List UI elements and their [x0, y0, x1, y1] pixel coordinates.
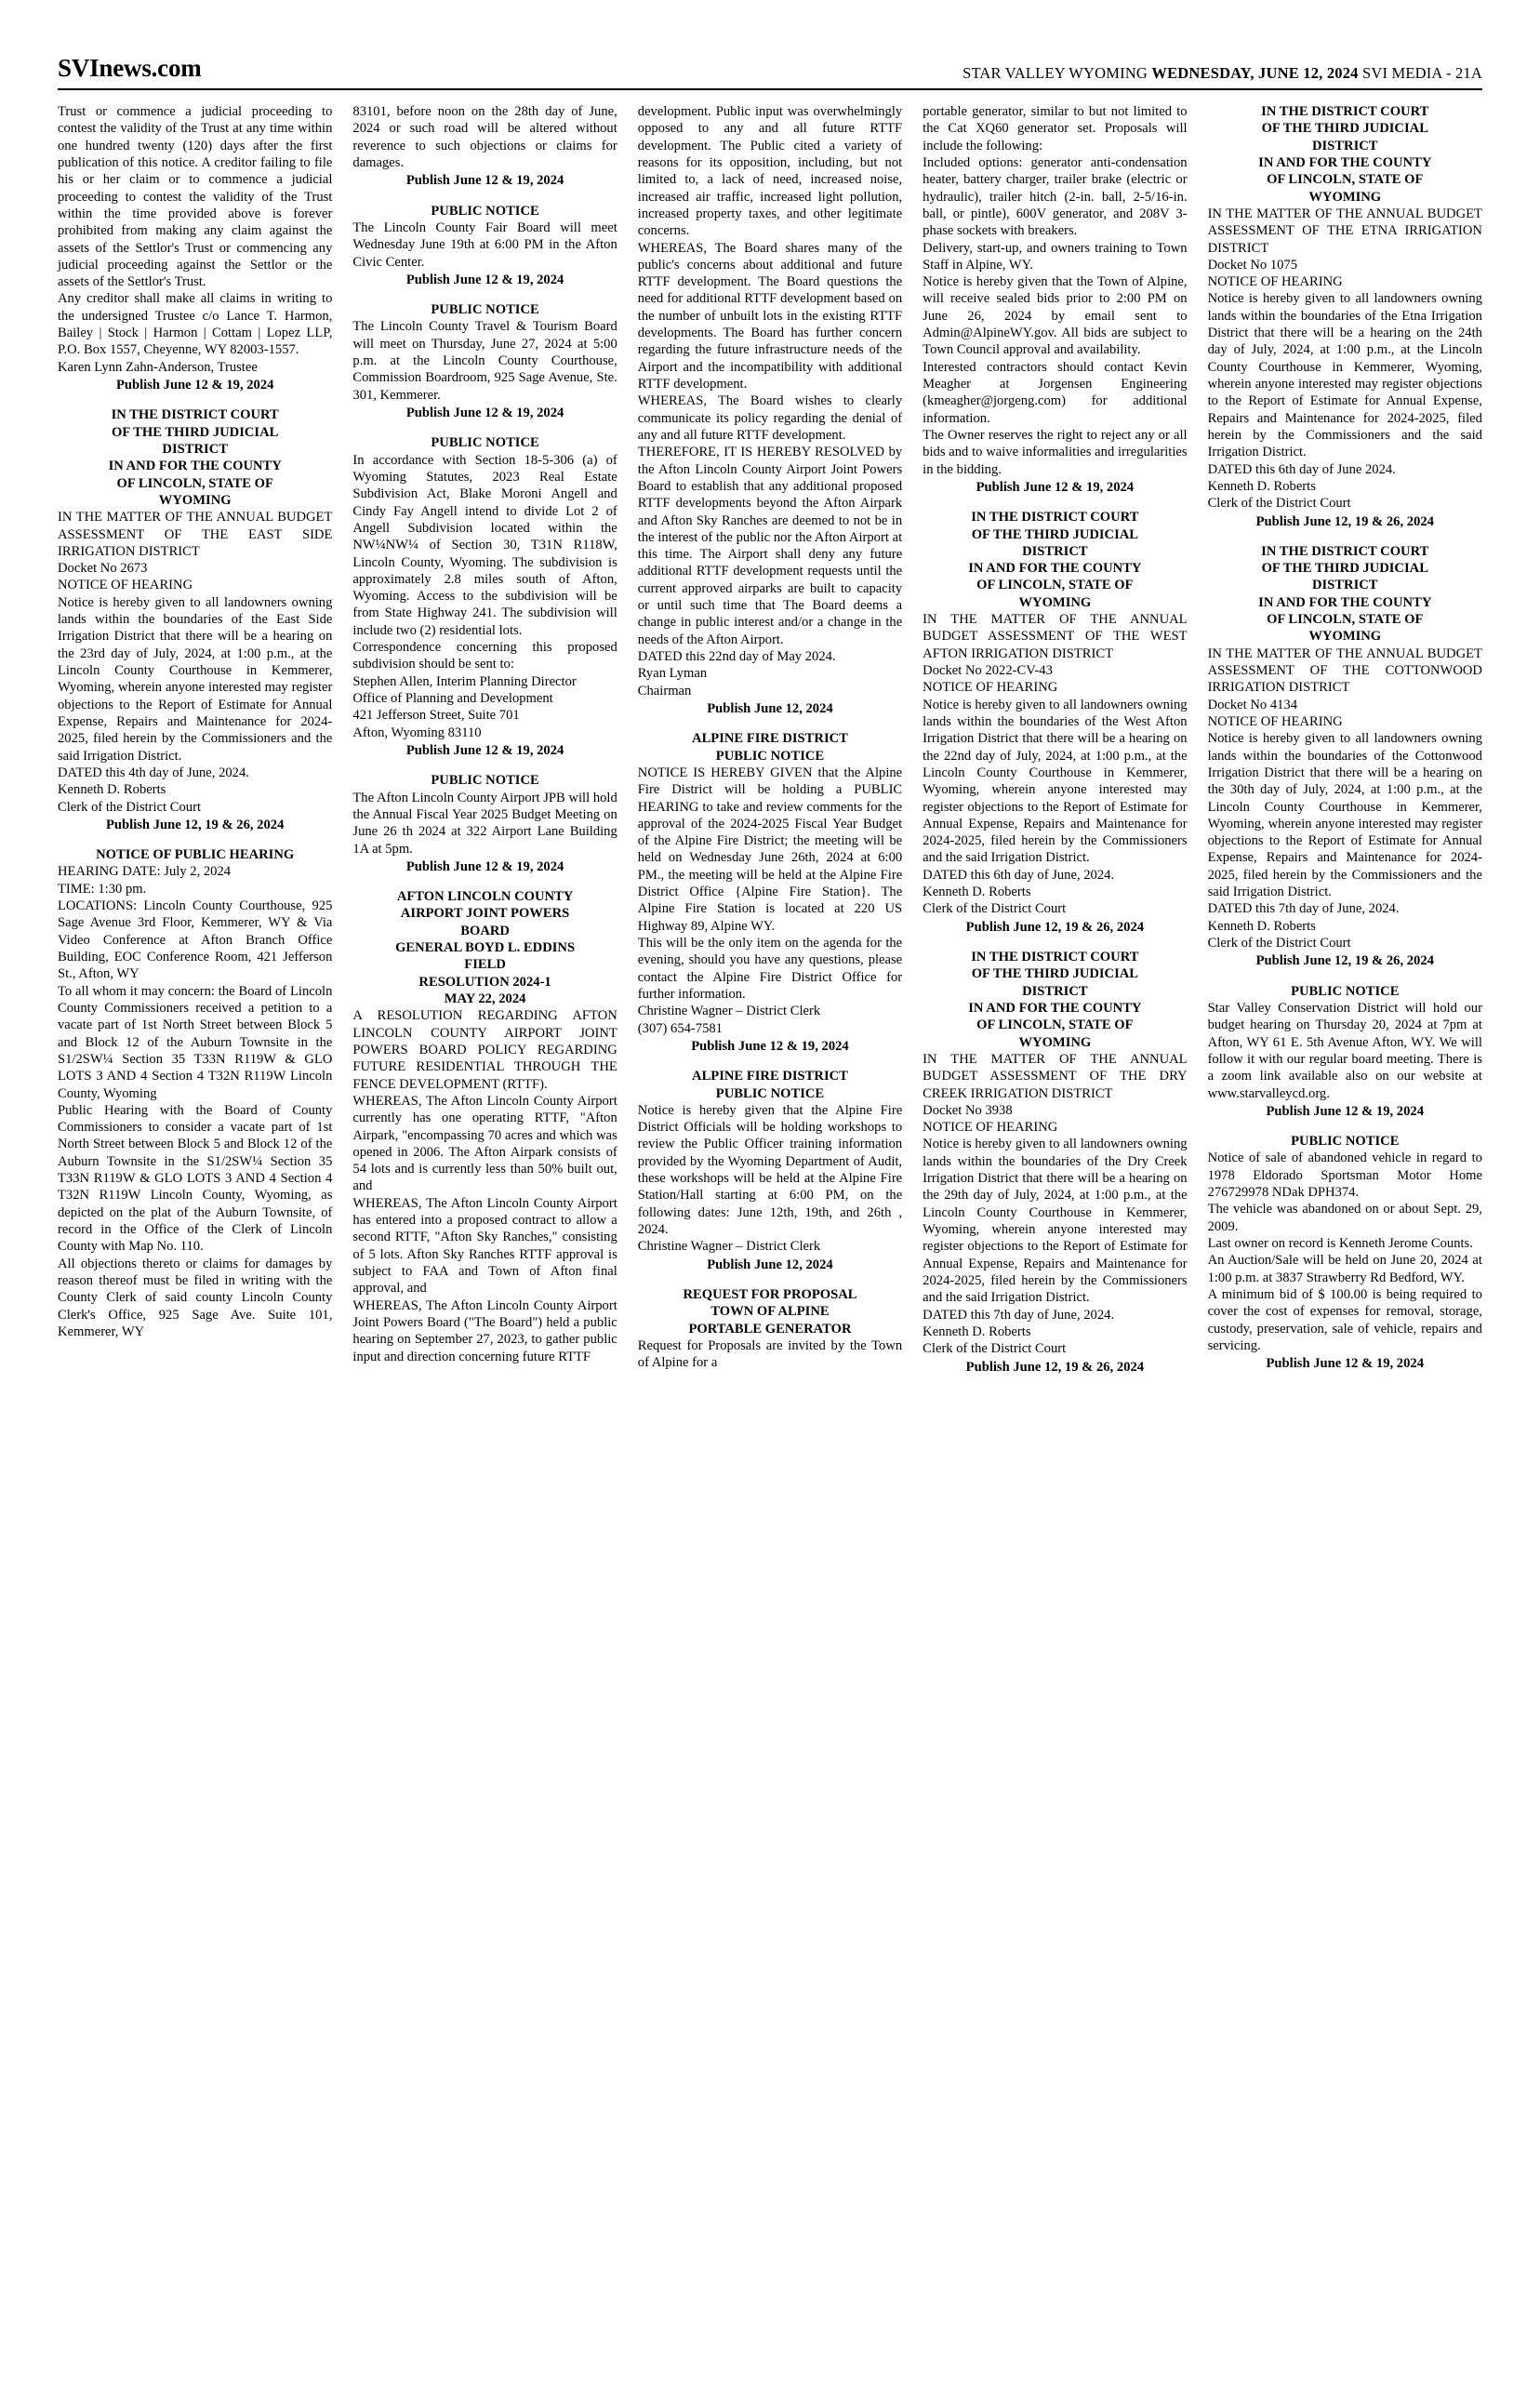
- notice-paragraph: IN THE MATTER OF THE ANNUAL BUDGET ASSESSMENT OF THE COTTONWOOD IRRIGATION DISTRICT: [1207, 645, 1482, 696]
- notice-paragraph: Notice is hereby given to all landowners owning lands within the boundaries of the East Side Irrigation District that there will be a hearing on the 23rd day of July, 2024, at 1:00 p.m., at the Lincoln County Courthouse in Kemmerer, Wyoming, wherein anyone interested may register objections to the Report of Estimate for Annual Expense, Repairs and Maintenance for 2024-2025, filed herein by the Commissioners and the said Irrigation District.: [58, 594, 333, 764]
- publish-line: Publish June 12 & 19, 2024: [115, 378, 274, 392]
- notice-signer: Christine Wagner – District Clerk: [637, 1239, 821, 1255]
- notice-heading: GENERAL BOYD L. EDDINS: [395, 940, 576, 956]
- hearing-locations: LOCATIONS: Lincoln County Courthouse, 925 Sage Avenue 3rd Floor, Kemmerer, WY & Via Video Conference at Afton Branch Office Building, EOC Conference Room, 421 Jefferson St., Afton, WY: [58, 898, 333, 982]
- notice-heading: BOARD: [460, 923, 510, 938]
- masthead-issue-info: [962, 64, 1482, 83]
- publish-line: Publish June 12 & 19, 2024: [691, 1038, 849, 1054]
- notice-signer-title: Chairman: [637, 683, 692, 698]
- notice-heading: PUBLIC NOTICE: [431, 203, 539, 219]
- notice-heading: DISTRICT: [1022, 543, 1088, 559]
- notice-paragraph: WHEREAS, The Afton Lincoln County Airport currently has one operating RTTF, "Afton Airpark, "encompassing 70 acres and which was opened in 2006. The Afton Airpark consists of 54 lots and is currently less than 50% built out, and: [352, 1093, 617, 1194]
- notice-heading: AIRPORT JOINT POWERS: [400, 906, 570, 922]
- notice-date: DATED this 6th day of June, 2024.: [923, 867, 1115, 883]
- notice-heading: IN AND FOR THE COUNTY: [108, 459, 282, 474]
- notice-paragraph: development. Public input was overwhelmingly opposed to any and all future RTTF development. The Public cited a variety of reasons for its opposition, including, but not limited to, a lack of need, increased noise, increased air traffic, increased light pollution, increased property taxes, and other legitimate concerns.: [637, 104, 903, 239]
- notice-paragraph: Last owner on record is Kenneth Jerome Counts.: [1207, 1236, 1473, 1251]
- notice-heading: IN THE DISTRICT COURT: [971, 950, 1139, 964]
- publish-line: Publish June 12, 2024: [707, 700, 833, 716]
- notice-paragraph: Notice is hereby given to all landowners owning lands within the boundaries of the West Afton Irrigation District that there will be a hearing on the 22nd day of July, 2024, at 1:00 p.m., at the Lincoln County Courthouse in Kemmerer, Wyoming, wherein anyone interested may register objections to the Report of Estimate for Annual Expense, Repairs and Maintenance for 2024-2025, filed herein by the Commissioners and the said Irrigation District.: [923, 697, 1188, 866]
- publish-line: Publish June 12, 19 & 26, 2024: [106, 817, 285, 832]
- notice-paragraph: In accordance with Section 18-5-306 (a) of Wyoming Statutes, 2023 Real Estate Subdivision Act, Blake Moroni Angell and Cindy Fay Angell intend to divide Lot 2 of Angell Subdivision located within the NW¼NW¼ of Section 30, T31N R118W, Lincoln County, Wyoming. The subdivision is approximately 2.8 miles south of Afton, Wyoming. Access to the subdivision will be from State Highway 241. The subdivision will include two (2) residential lots.: [352, 452, 617, 638]
- docket-number: Docket No 4134: [1207, 697, 1298, 712]
- notice-phone: (307) 654-7581: [637, 1020, 723, 1036]
- notice-heading: PUBLIC NOTICE: [715, 748, 825, 764]
- notice-paragraph: Notice of sale of abandoned vehicle in regard to 1978 Eldorado Sportsman Motor Home 276729978 NDak DPH374.: [1207, 1151, 1482, 1201]
- masthead-publisher: SVI MEDIA - 21A: [1358, 64, 1482, 82]
- publish-line: Publish June 12 & 19, 2024: [1266, 1356, 1424, 1372]
- notice-heading: PORTABLE GENERATOR: [688, 1321, 852, 1337]
- notice-heading: OF THE THIRD JUDICIAL: [1261, 121, 1428, 137]
- notice-date: DATED this 6th day of June 2024.: [1207, 461, 1396, 477]
- notice-heading: WYOMING: [1308, 189, 1382, 205]
- notice-paragraph: A minimum bid of $ 100.00 is being required to cover the cost of expenses for removal, storage, custody, preservation, sale of vehicle, repairs and servicing.: [1207, 1286, 1482, 1353]
- notice-paragraph: This will be the only item on the agenda for the evening, should you have any questions, please contact the Alpine Fire District Office for further information.: [637, 936, 903, 1002]
- notice-heading: WYOMING: [1308, 629, 1382, 645]
- notice-paragraph: Correspondence concerning this proposed subdivision should be sent to:: [352, 640, 617, 672]
- notice-date: DATED this 7th day of June, 2024.: [923, 1307, 1115, 1323]
- notice-heading: WYOMING: [1018, 1034, 1092, 1050]
- notice-signer: Kenneth D. Roberts: [923, 885, 1031, 900]
- notice-paragraph: Any creditor shall make all claims in writing to the undersigned Trustee c/o Lance T. Harmon, Bailey | Stock | Harmon | Cottam | Lopez LLP, P.O. Box 1557, Cheyenne, WY 82003-1557.: [58, 291, 333, 358]
- notice-heading: OF THE THIRD JUDICIAL: [112, 424, 279, 440]
- notice-paragraph: IN THE MATTER OF THE ANNUAL BUDGET ASSESSMENT OF THE ETNA IRRIGATION DISTRICT: [1207, 206, 1482, 256]
- notice-paragraph: WHEREAS, The Board shares many of the public's concerns about additional and future RTTF development. The Board questions the need for additional RTTF development based on the number of unbuilt lots in the existing RTTF developments. The Board has further concern regarding the future infrastructure needs of the Airport and the incompatibility with additional RTTF development.: [637, 240, 903, 392]
- masthead-date: WEDNESDAY, JUNE 12, 2024: [1151, 64, 1359, 82]
- notice-heading: WYOMING: [158, 492, 232, 508]
- notice-subheading: NOTICE OF HEARING: [1207, 713, 1343, 729]
- notice-signer-title: Clerk of the District Court: [58, 799, 202, 815]
- notice-signer-title: Clerk of the District Court: [923, 901, 1067, 917]
- notice-paragraph: Notice is hereby given to all landowners owning lands within the boundaries of the Cottonwood Irrigation District that there will be a hearing on the 30th day of July, 2024, at 1:00 p.m., at the Lincoln County Courthouse in Kemmerer, Wyoming, wherein anyone interested may register objections to the Report of Estimate for Annual Expense, Repairs and Maintenance for 2024-2025, filed herein by the Commissioners and the said Irrigation District.: [1207, 731, 1482, 900]
- notice-heading: OF LINCOLN, STATE OF: [1267, 172, 1424, 188]
- notice-heading: IN AND FOR THE COUNTY: [1258, 594, 1432, 610]
- notice-paragraph: Interested contractors should contact Kevin Meagher at Jorgensen Engineering (kmeagher@jorgeng.com) for additional information.: [923, 359, 1188, 426]
- notice-paragraph: Public Hearing with the Board of County Commissioners to consider a vacate part of 1st North Street between Block 5 and Block 12 of the Auburn Townsite in the S1/2SW¼ Section 35 T33N R119W & GLO LOTS 3 AND 4 Section 4 T32N R119W Lincoln County, Wyoming, as depicted on the plat of the Auburn Townsite, of record in the Office of the Clerk of Lincoln County with Map No. 110.: [58, 1102, 333, 1255]
- notice-heading: DISTRICT: [1022, 983, 1088, 999]
- notice-heading: OF LINCOLN, STATE OF: [116, 475, 273, 491]
- notice-paragraph: The Lincoln County Fair Board will meet Wednesday June 19th at 6:00 PM in the Afton Civic Center.: [352, 219, 617, 270]
- notice-signer: Christine Wagner – District Clerk: [637, 1004, 821, 1019]
- notice-paragraph: An Auction/Sale will be held on June 20, 2024 at 1:00 p.m. at 3837 Strawberry Rd Bedford, WY.: [1207, 1253, 1482, 1285]
- columns-container: [58, 103, 1482, 2317]
- publish-line: Publish June 12, 19 & 26, 2024: [965, 919, 1145, 935]
- notice-heading: PUBLIC NOTICE: [715, 1085, 825, 1101]
- notice-heading: IN THE DISTRICT COURT: [971, 510, 1139, 525]
- notice-paragraph: IN THE MATTER OF THE ANNUAL BUDGET ASSESSMENT OF THE DRY CREEK IRRIGATION DISTRICT: [923, 1051, 1188, 1101]
- notice-heading: IN THE DISTRICT COURT: [111, 407, 279, 423]
- notice-signer: Kenneth D. Roberts: [1207, 918, 1316, 934]
- column-5: [1198, 103, 1482, 2317]
- notice-paragraph: THEREFORE, IT IS HEREBY RESOLVED by the Afton Lincoln County Airport Joint Powers Board to establish that any additional proposed RTTF developments beyond the Afton Airpark and Afton Sky Ranches are deemed to not be in the interest of the public nor the Afton Airport at this time. The Airport shall deny any future additional RTTF development requests until the current approved airparks are built to capacity or until such time that The Board deems a change in public interest and/or a change in the needs of the Afton Airport.: [637, 445, 903, 647]
- hearing-time: TIME: 1:30 pm.: [58, 881, 147, 897]
- notice-paragraph: Delivery, start-up, and owners training to Town Staff in Alpine, WY.: [923, 240, 1188, 273]
- notice-heading: FIELD: [464, 957, 506, 973]
- notice-heading: TOWN OF ALPINE: [710, 1304, 830, 1320]
- publish-line: Publish June 12, 19 & 26, 2024: [1255, 513, 1434, 529]
- notice-signer: Ryan Lyman: [637, 666, 708, 682]
- publish-line: Publish June 12 & 19, 2024: [405, 406, 564, 420]
- notice-signer-title: Clerk of the District Court: [1207, 936, 1351, 951]
- publish-line: Publish June 12 & 19, 2024: [405, 272, 564, 287]
- notice-heading: RESOLUTION 2024-1: [418, 974, 551, 990]
- notice-heading: PUBLIC NOTICE: [431, 773, 539, 789]
- notice-heading: ALPINE FIRE DISTRICT: [692, 1069, 848, 1084]
- notice-paragraph: The Owner reserves the right to reject any or all bids and to waive informalities and irregularities in the bidding.: [923, 427, 1188, 477]
- notice-heading: DISTRICT: [1311, 578, 1378, 593]
- contact-address: 421 Jefferson Street, Suite 701: [352, 708, 520, 724]
- masthead-region: STAR VALLEY WYOMING: [962, 64, 1152, 82]
- notice-paragraph: Included options: generator anti-condensation heater, battery charger, trailer brake (electric or hydraulic), trailer hitch (2-in. ball, 2-5/16-in. ball, or pintle), 600V generator, and 208V 3-phase sockets with breakers.: [923, 154, 1188, 239]
- docket-number: Docket No 2673: [58, 561, 148, 577]
- notice-paragraph: NOTICE IS HEREBY GIVEN that the Alpine Fire District will be holding a PUBLIC HEARING to take and review comments for the approval of the 2024-2025 Fiscal Year Budget of the Alpine Fire District; the meeting will be held on Wednesday June 26th, 2024 at 6:00 PM., the meeting will be held at the Alpine Fire District Office {Alpine Fire Station}. The Alpine Fire Station is located at 220 US Highway 89, Alpine WY.: [637, 765, 903, 934]
- column-4: [912, 103, 1197, 2317]
- masthead: [58, 54, 1482, 90]
- notice-paragraph: Notice is hereby given that the Alpine Fire District Officials will be holding workshops to review the Public Officer training information provided by the Wyoming Department of Audit, these workshops will be held at the Alpine Fire Station/Hall starting at 6:00 PM, on the following dates: June 12th, 19th, and 26th , 2024.: [637, 1102, 903, 1237]
- publish-line: Publish June 12, 2024: [707, 1257, 833, 1272]
- contact-office: Office of Planning and Development: [352, 691, 553, 706]
- notice-heading: DISTRICT: [1311, 138, 1378, 153]
- publish-line: Publish June 12, 19 & 26, 2024: [1255, 953, 1434, 969]
- notice-paragraph: IN THE MATTER OF THE ANNUAL BUDGET ASSESSMENT OF THE EAST SIDE IRRIGATION DISTRICT: [58, 510, 333, 559]
- notice-paragraph: Star Valley Conservation District will hold our budget hearing on Thursday 20, 2024 at 7pm at Afton, WY 61 E. 5th Avenue Afton, WY. We will follow it with our regular board meeting. There is a zoom link available also on our website at www.starvalleycd.org.: [1207, 1000, 1482, 1101]
- notice-signer-title: Clerk of the District Court: [923, 1341, 1067, 1357]
- notice-heading: IN THE DISTRICT COURT: [1261, 543, 1429, 559]
- notice-paragraph: The Afton Lincoln County Airport JPB will hold the Annual Fiscal Year 2025 Budget Meeting on June 26 th 2024 at 322 Airport Lane Building 1A at 5pm.: [352, 790, 617, 857]
- notice-paragraph: Notice is hereby given to all landowners owning lands within the boundaries of the Etna Irrigation District that there will be a hearing on the 24th day of July, 2024, at 1:00 p.m., at the Lincoln County Courthouse in Kemmerer, Wyoming, wherein anyone interested may register objections to the Report of Estimate for Annual Expense, Repairs and Maintenance for 2024-2025, filed herein by the Commissioners and the said Irrigation District.: [1207, 291, 1482, 460]
- notice-signer: Kenneth D. Roberts: [923, 1324, 1031, 1339]
- notice-heading: OF THE THIRD JUDICIAL: [971, 966, 1139, 982]
- notice-date: DATED this 7th day of June, 2024.: [1207, 901, 1400, 917]
- notice-paragraph: IN THE MATTER OF THE ANNUAL BUDGET ASSESSMENT OF THE WEST AFTON IRRIGATION DISTRICT: [923, 612, 1188, 661]
- notice-date: DATED this 4th day of June, 2024.: [58, 765, 249, 780]
- notice-paragraph: Request for Proposals are invited by the Town of Alpine for a: [637, 1337, 903, 1371]
- notice-heading: MAY 22, 2024: [444, 991, 526, 1006]
- notice-heading: REQUEST FOR PROPOSAL: [683, 1286, 857, 1302]
- notice-heading: OF LINCOLN, STATE OF: [976, 1018, 1134, 1033]
- column-1: [58, 103, 342, 2317]
- column-2: [342, 103, 627, 2317]
- notice-heading: IN AND FOR THE COUNTY: [1258, 154, 1432, 170]
- notice-paragraph: Notice is hereby given to all landowners owning lands within the boundaries of the Dry Creek Irrigation District that there will be a hearing on the 29th day of July, 2024, at 1:00 p.m., at the Lincoln County Courthouse in Kemmerer, Wyoming, wherein anyone interested may register objections to the Report of Estimate for Annual Expense, Repairs and Maintenance for 2024-2025, filed herein by the Commissioners and the said Irrigation District.: [923, 1137, 1188, 1306]
- notice-subheading: NOTICE OF HEARING: [923, 1120, 1058, 1136]
- publish-line: Publish June 12 & 19, 2024: [1266, 1103, 1424, 1119]
- notice-paragraph: Karen Lynn Zahn-Anderson, Trustee: [58, 359, 258, 375]
- notice-heading: PUBLIC NOTICE: [431, 435, 539, 451]
- docket-number: Docket No 3938: [923, 1102, 1013, 1118]
- notice-heading: OF THE THIRD JUDICIAL: [1261, 561, 1428, 577]
- notice-heading: IN AND FOR THE COUNTY: [968, 561, 1142, 577]
- notice-heading: PUBLIC NOTICE: [1291, 1134, 1400, 1150]
- notice-paragraph: To all whom it may concern: the Board of Lincoln County Commissioners received a petition to a vacate part of 1st North Street between Block 5 and Block 12 of the Auburn Townsite in the S1/2SW¼ Section 35 T33N R119W & GLO LOTS 3 AND 4 Section 4 T32N R119W Lincoln County, Wyoming: [58, 983, 333, 1101]
- contact-city: Afton, Wyoming 83110: [352, 725, 482, 740]
- notice-paragraph: 83101, before noon on the 28th day of June, 2024 or such road will be altered without reverence to such objections or claims for damages.: [352, 104, 617, 170]
- contact-name: Stephen Allen, Interim Planning Director: [352, 673, 577, 689]
- notice-paragraph: WHEREAS, The Afton Lincoln County Airport Joint Powers Board ("The Board") held a public hearing on September 27, 2023, to gather public input and direction concerning future RTTF: [352, 1297, 617, 1364]
- notice-paragraph: The vehicle was abandoned on or about Sept. 29, 2009.: [1207, 1202, 1482, 1234]
- notice-paragraph: WHEREAS, The Afton Lincoln County Airport has entered into a proposed contract to allow a second RTTF, "Afton Sky Ranches," consisting of 5 lots. Afton Sky Ranches RTTF approval is subject to FAA and Town of Afton final approval, and: [352, 1195, 617, 1297]
- notice-heading: ALPINE FIRE DISTRICT: [692, 731, 848, 747]
- notice-subheading: NOTICE OF HEARING: [1207, 274, 1343, 290]
- notice-heading: IN AND FOR THE COUNTY: [968, 1000, 1142, 1016]
- publish-line: Publish June 12, 19 & 26, 2024: [965, 1359, 1145, 1375]
- notice-paragraph: The Lincoln County Travel & Tourism Board will meet on Thursday, June 27, 2024 at 5:00 p.m. at the Lincoln County Courthouse, Commission Boardroom, 925 Sage Avenue, Ste. 301, Kemmerer.: [352, 319, 617, 403]
- notice-subheading: NOTICE OF HEARING: [923, 680, 1058, 696]
- masthead-site-name: SVInews.com: [58, 54, 202, 82]
- publish-line: Publish June 12 & 19, 2024: [405, 173, 564, 189]
- notice-subheading: NOTICE OF HEARING: [58, 578, 193, 593]
- notice-paragraph: Notice is hereby given that the Town of Alpine, will receive sealed bids prior to 2:00 PM on June 26, 2024 by email sent to Admin@AlpineWY.gov. All bids are subject to Town Council approval and availability.: [923, 274, 1188, 358]
- column-3: [628, 103, 912, 2317]
- notice-signer-title: Clerk of the District Court: [1207, 496, 1351, 512]
- notice-heading: PUBLIC NOTICE: [1291, 983, 1400, 999]
- notice-heading: DISTRICT: [162, 441, 228, 457]
- notice-date: DATED this 22nd day of May 2024.: [637, 649, 836, 664]
- notice-heading: AFTON LINCOLN COUNTY: [396, 889, 574, 905]
- publish-line: Publish June 12 & 19, 2024: [405, 742, 564, 758]
- docket-number: Docket No 1075: [1207, 257, 1298, 273]
- notice-heading: OF THE THIRD JUDICIAL: [971, 526, 1139, 542]
- notice-heading: OF LINCOLN, STATE OF: [1267, 612, 1424, 628]
- docket-number: Docket No 2022-CV-43: [923, 663, 1053, 678]
- notice-paragraph: A RESOLUTION REGARDING AFTON LINCOLN COUNTY AIRPORT JOINT POWERS BOARD POLICY REGARDING FUTURE RESIDENTIAL THROUGH THE FENCE DEVELOPMENT (RTTF).: [352, 1008, 617, 1092]
- notice-signer: Kenneth D. Roberts: [1207, 478, 1316, 494]
- notice-paragraph: portable generator, similar to but not limited to the Cat XQ60 generator set. Proposals will include the following:: [923, 104, 1188, 153]
- notice-paragraph: Trust or commence a judicial proceeding to contest the validity of the Trust at any time within one hundred twenty (120) days after the first publication of this notice. A creditor failing to file his or her claim or to commence a judicial proceeding to contest the validity of the Trust within the time provided above is forever prohibited from making any claim against the assets of the Settlor's Trust or commencing any judicial proceeding against the Settlor or the assets of the Settlor's Trust.: [58, 104, 333, 290]
- hearing-date: HEARING DATE: July 2, 2024: [58, 864, 232, 880]
- notice-heading: IN THE DISTRICT COURT: [1261, 104, 1429, 119]
- notice-heading: WYOMING: [1018, 594, 1092, 610]
- notice-heading: NOTICE OF PUBLIC HEARING: [96, 847, 295, 863]
- notice-paragraph: All objections thereto or claims for damages by reason thereof must be filed in writing with the County Clerk of said county Lincoln County Clerk's Office, 925 Sage Ave. Suite 101, Kemmerer, WY: [58, 1256, 333, 1339]
- publish-line: Publish June 12 & 19, 2024: [976, 479, 1135, 495]
- publish-line: Publish June 12 & 19, 2024: [405, 858, 564, 874]
- notice-heading: OF LINCOLN, STATE OF: [976, 578, 1134, 593]
- notice-signer: Kenneth D. Roberts: [58, 782, 166, 798]
- notice-paragraph: WHEREAS, The Board wishes to clearly communicate its policy regarding the denial of any and all future RTTF development.: [637, 393, 903, 443]
- notice-heading: PUBLIC NOTICE: [431, 302, 539, 318]
